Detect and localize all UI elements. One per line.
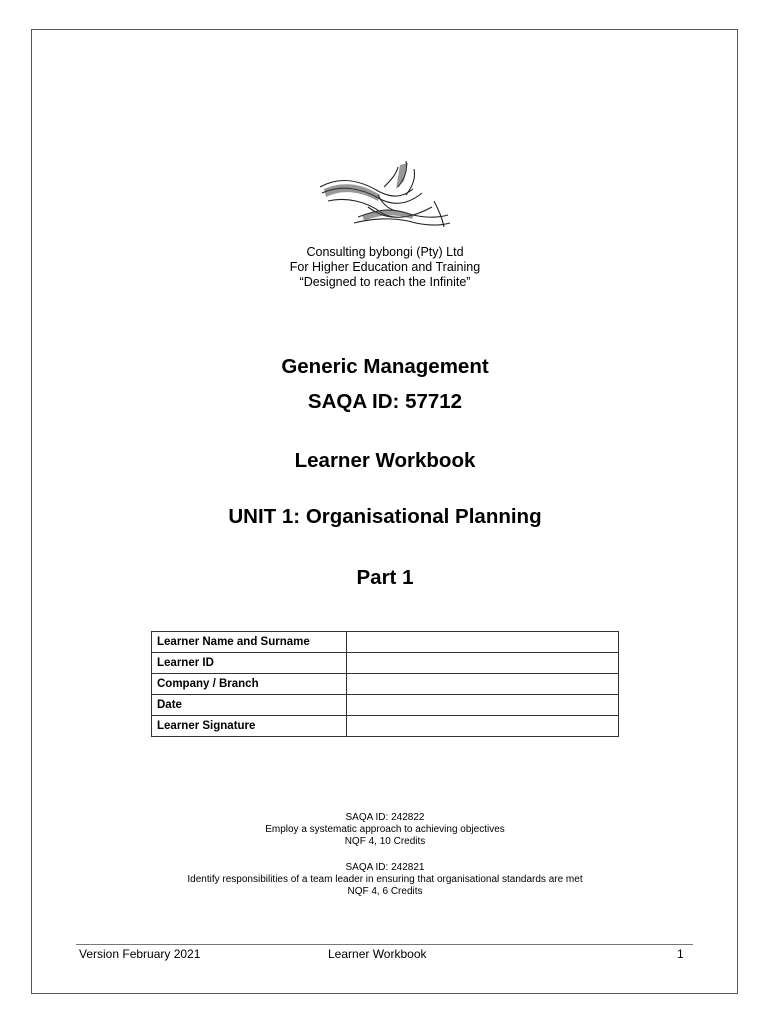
table-row — [152, 674, 619, 695]
unit-standard-1 — [0, 812, 770, 848]
footer-divider — [76, 944, 693, 945]
saqa-id-title: SAQA ID: 57712 — [307, 390, 463, 413]
learner-signature-label: Learner Signature — [152, 716, 347, 737]
unit-standard-title: Identify responsibilities of a team leader in ensuring that organisational standards are met — [187, 874, 583, 885]
company-tagline-2: “Designed to reach the Infinite” — [299, 275, 471, 289]
unit-standard-level: NQF 4, 10 Credits — [344, 836, 426, 847]
table-row — [152, 632, 619, 653]
page-number: 1 — [677, 947, 684, 961]
learner-id-field[interactable] — [347, 653, 619, 674]
unit-title: UNIT 1: Organisational Planning — [228, 505, 542, 528]
company-tagline-1: For Higher Education and Training — [289, 260, 481, 274]
course-title: Generic Management — [281, 355, 489, 378]
unit-standard-id: SAQA ID: 242822 — [345, 812, 425, 823]
learner-details-table — [151, 631, 619, 737]
unit-standard-level: NQF 4, 6 Credits — [347, 886, 423, 897]
unit-standard-title: Employ a systematic approach to achieving objectives — [265, 824, 505, 835]
footer-version: Version February 2021 — [79, 947, 201, 961]
company-branch-field[interactable] — [347, 674, 619, 695]
clasped-hands-logo-icon — [318, 157, 452, 245]
learner-name-label: Learner Name and Surname — [152, 632, 347, 653]
company-branch-label: Company / Branch — [152, 674, 347, 695]
footer-doc-title: Learner Workbook — [328, 947, 427, 961]
learner-name-field[interactable] — [347, 632, 619, 653]
table-row — [152, 695, 619, 716]
company-name: Consulting bybongi (Pty) Ltd — [306, 245, 464, 259]
learner-signature-field[interactable] — [347, 716, 619, 737]
date-label: Date — [152, 695, 347, 716]
learner-id-label: Learner ID — [152, 653, 347, 674]
unit-standard-id: SAQA ID: 242821 — [345, 862, 425, 873]
workbook-title: Learner Workbook — [294, 449, 476, 472]
unit-standard-2 — [0, 862, 770, 898]
table-row — [152, 716, 619, 737]
company-header — [0, 245, 770, 290]
table-row — [152, 653, 619, 674]
date-field[interactable] — [347, 695, 619, 716]
part-title: Part 1 — [356, 566, 414, 589]
